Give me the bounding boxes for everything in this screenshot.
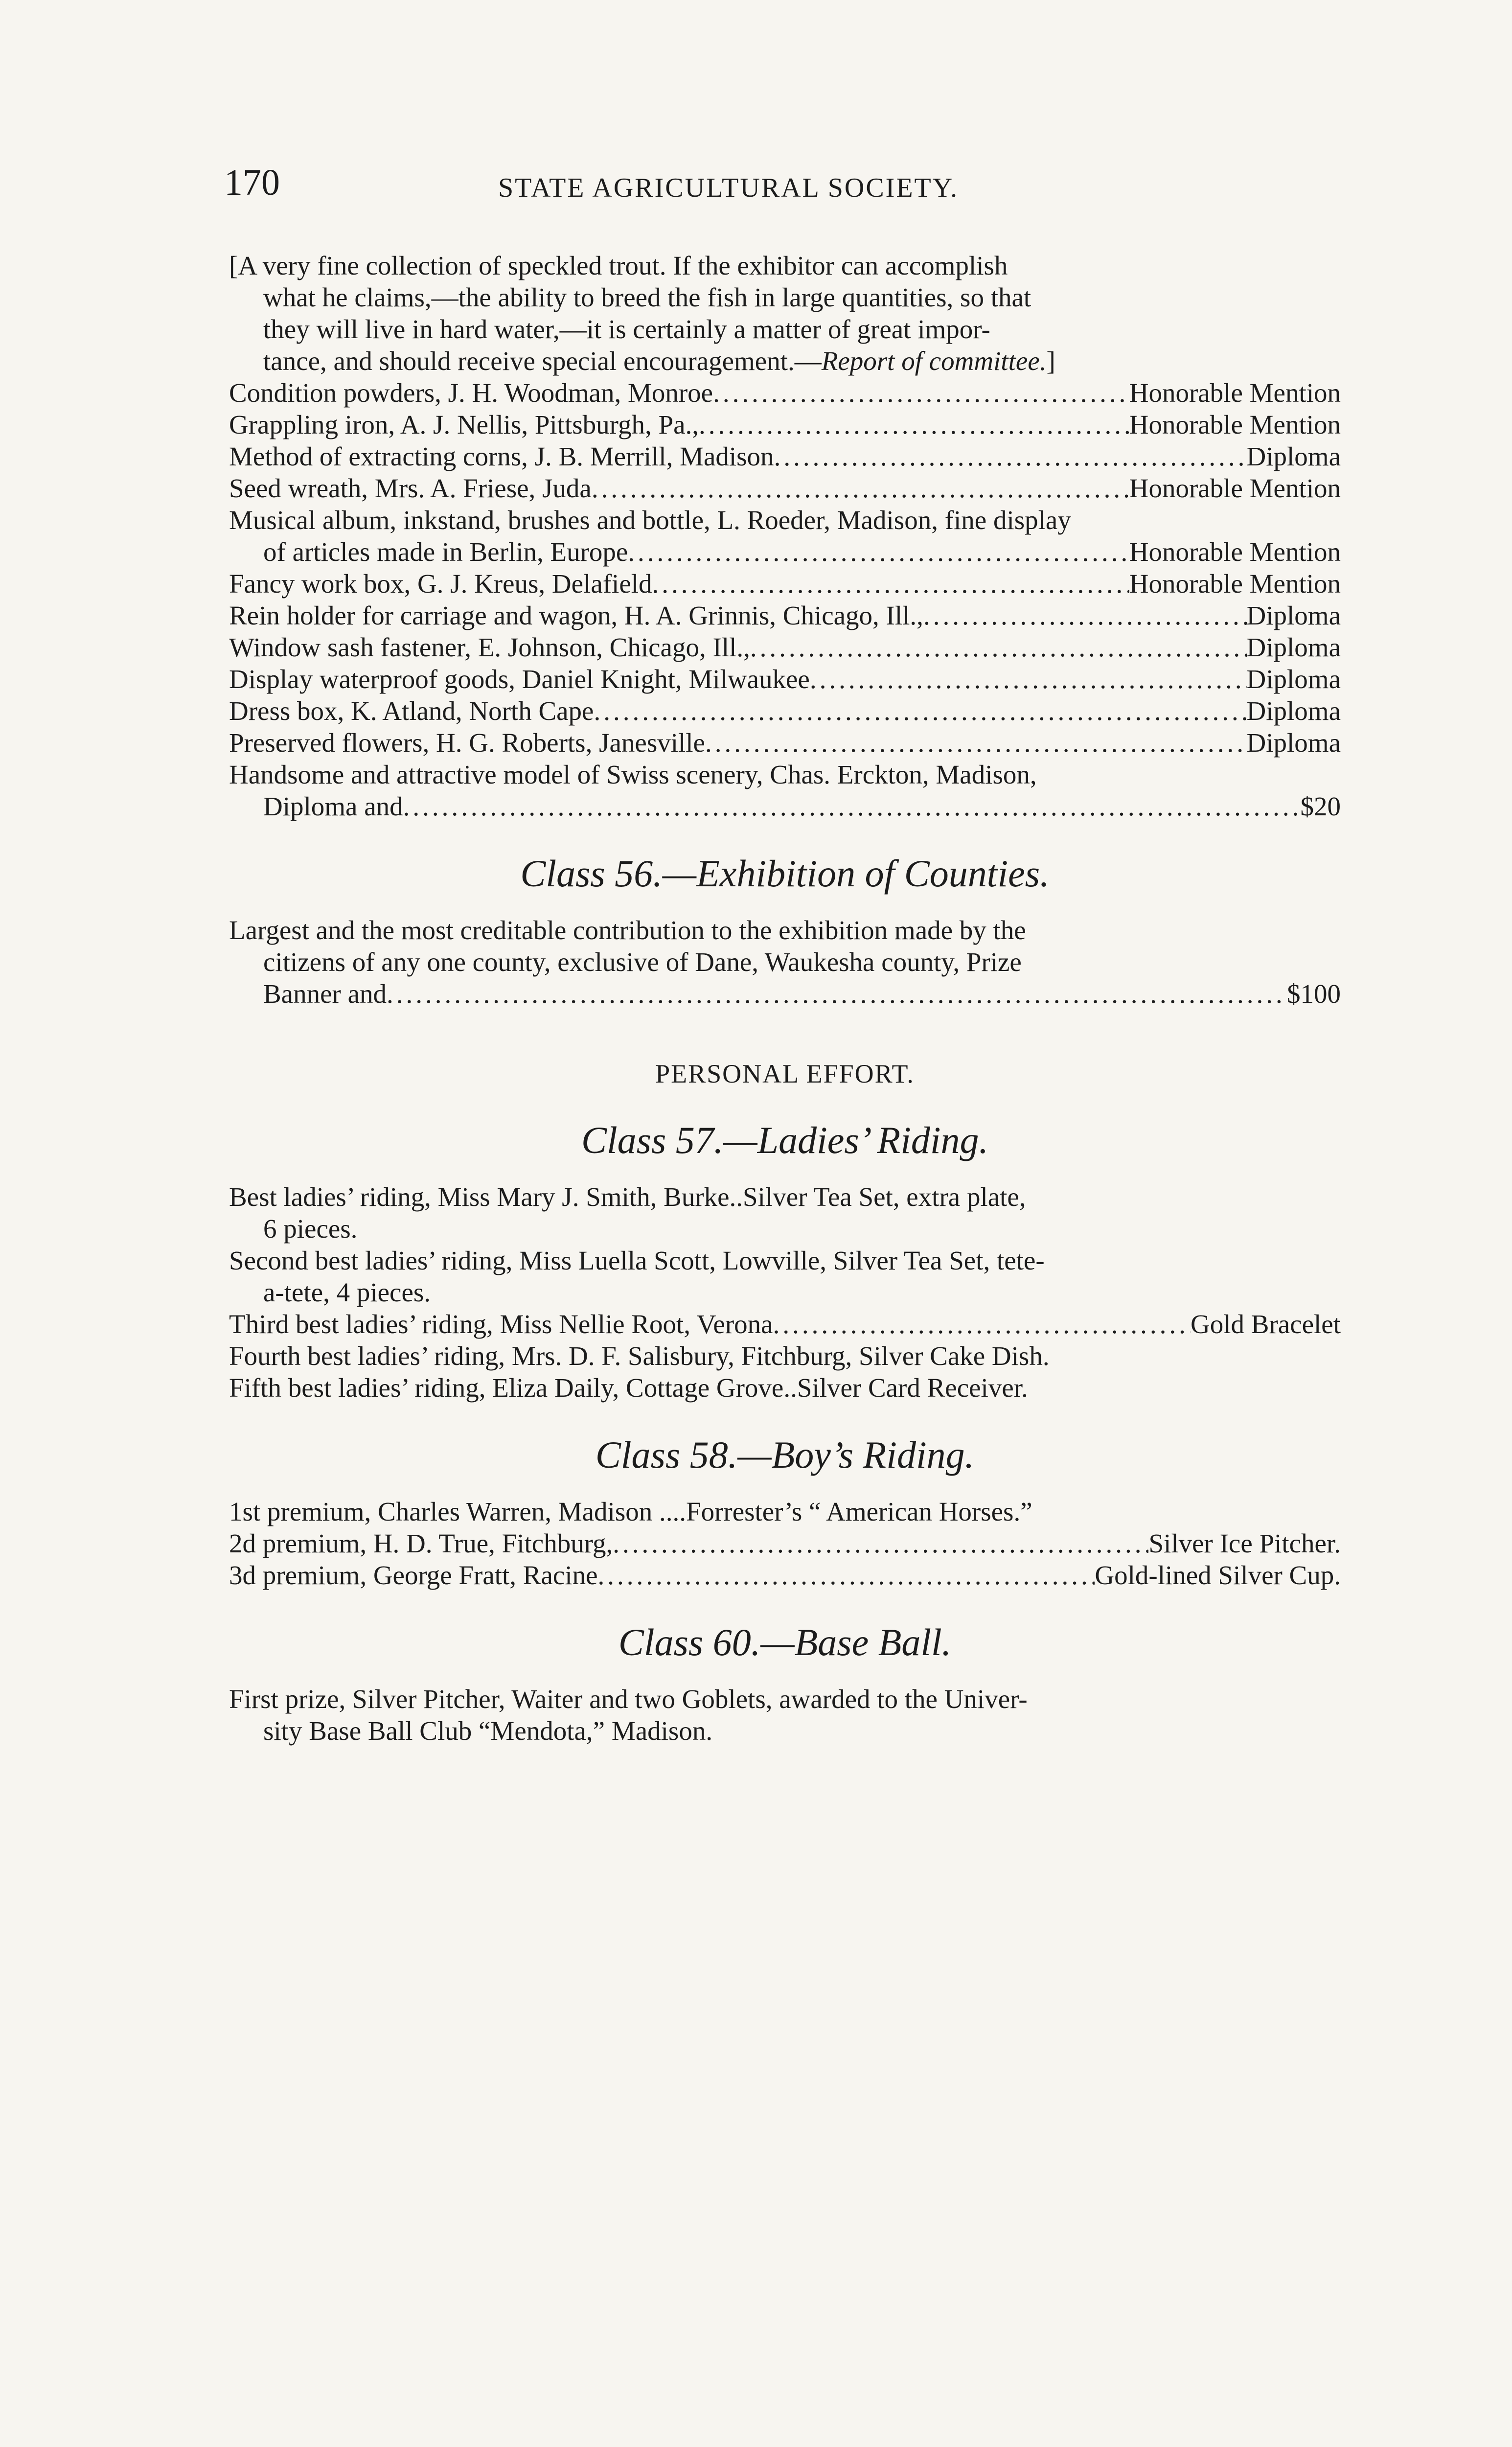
leader-dots xyxy=(923,600,1247,631)
swiss-model-line-1: Handsome and attractive model of Swiss scenery, Chas. Erckton, Madison, xyxy=(229,760,1037,789)
committee-report-citation: Report of committee. xyxy=(821,346,1047,376)
leader-dots xyxy=(774,440,1247,472)
award-text: $100 xyxy=(1287,979,1341,1009)
class-57-entry-1-line-1: Best ladies’ riding, Miss Mary J. Smith, Burke..Silver Tea Set, extra plate, xyxy=(229,1182,1026,1212)
class-57-entry-2-line-2: a-tete, 4 pieces. xyxy=(263,1277,431,1307)
award-entry xyxy=(229,978,1341,1010)
award-text: Honorable Mention xyxy=(1129,569,1341,599)
entry-text: Rein holder for carriage and wagon, H. A. Grinnis, Chicago, Ill., xyxy=(229,600,923,630)
class-57-entry-2-line-1: Second best ladies’ riding, Miss Luella Scott, Lowville, Silver Tea Set, tete- xyxy=(229,1246,1045,1275)
class-57-entry-1-line-2: 6 pieces. xyxy=(263,1214,358,1244)
award-text: Diploma xyxy=(1246,664,1341,694)
entry-text: of articles made in Berlin, Europe xyxy=(263,537,628,567)
leader-dots xyxy=(592,472,1129,504)
trout-note-line-2: what he claims,—the ability to breed the fish in large quantities, so that xyxy=(263,282,1031,312)
entry-text: Banner and xyxy=(263,979,387,1009)
award-text: Silver Ice Pitcher. xyxy=(1148,1528,1341,1558)
award-text: Diploma xyxy=(1246,632,1341,662)
award-text: Diploma xyxy=(1246,441,1341,471)
entry-text: Third best ladies’ riding, Miss Nellie Root, Verona xyxy=(229,1309,773,1339)
award-text: Honorable Mention xyxy=(1129,410,1341,439)
award-entry xyxy=(229,1559,1341,1591)
entry-text: 3d premium, George Fratt, Racine xyxy=(229,1560,598,1590)
award-entry xyxy=(229,790,1341,822)
award-entry xyxy=(229,472,1341,504)
leader-dots xyxy=(594,695,1246,727)
page-header xyxy=(224,162,1252,215)
award-text: Diploma xyxy=(1246,728,1341,758)
leader-dots xyxy=(705,727,1247,759)
award-text: Diploma xyxy=(1246,696,1341,726)
award-text: Honorable Mention xyxy=(1129,378,1341,408)
leader-dots xyxy=(628,536,1129,568)
trout-note-line-3: they will live in hard water,—it is certainly a matter of great impor- xyxy=(263,314,990,344)
trout-note-line-4 xyxy=(229,345,1341,377)
closing-bracket: ] xyxy=(1046,346,1055,376)
trout-note-text: tance, and should receive special encouragement.— xyxy=(263,346,822,376)
award-text: Gold Bracelet xyxy=(1191,1309,1341,1339)
award-entry xyxy=(229,600,1341,631)
entry-text: 2d premium, H. D. True, Fitchburg, xyxy=(229,1528,613,1558)
personal-effort-heading: PERSONAL EFFORT. xyxy=(655,1059,915,1088)
award-entry xyxy=(229,663,1341,695)
leader-dots xyxy=(773,1308,1191,1340)
entry-text: Method of extracting corns, J. B. Merrill, Madison xyxy=(229,441,774,471)
award-entry xyxy=(229,568,1341,600)
page-body xyxy=(229,250,1341,1747)
leader-dots xyxy=(750,631,1247,663)
award-text: $20 xyxy=(1300,791,1341,821)
class-56-line-2: citizens of any one county, exclusive of Dane, Waukesha county, Prize xyxy=(263,947,1022,977)
award-text: Honorable Mention xyxy=(1129,537,1341,567)
leader-dots xyxy=(613,1527,1148,1559)
leader-dots xyxy=(699,409,1129,440)
class-60-line-2: sity Base Ball Club “Mendota,” Madison. xyxy=(263,1716,713,1746)
class-58-heading: Class 58.—Boy’s Riding. xyxy=(595,1433,975,1476)
award-text: Diploma xyxy=(1246,600,1341,630)
entry-text: Seed wreath, Mrs. A. Friese, Juda xyxy=(229,473,592,503)
award-entry xyxy=(229,1308,1341,1340)
award-text: Honorable Mention xyxy=(1129,473,1341,503)
leader-dots xyxy=(810,663,1247,695)
leader-dots xyxy=(387,978,1287,1010)
musical-album-line-1: Musical album, inkstand, brushes and bottle, L. Roeder, Madison, fine display xyxy=(229,505,1071,535)
page-number: 170 xyxy=(224,162,280,203)
award-entry xyxy=(229,377,1341,409)
class-56-line-1: Largest and the most creditable contribution to the exhibition made by the xyxy=(229,915,1026,945)
class-57-entry-4: Fourth best ladies’ riding, Mrs. D. F. Salisbury, Fitchburg, Silver Cake Dish. xyxy=(229,1341,1050,1371)
class-60-line-1: First prize, Silver Pitcher, Waiter and two Goblets, awarded to the Univer- xyxy=(229,1684,1028,1714)
entry-text: Fancy work box, G. J. Kreus, Delafield xyxy=(229,569,652,599)
trout-note-line-1: [A very fine collection of speckled trout. If the exhibitor can accomplish xyxy=(229,251,1008,280)
award-entry xyxy=(229,727,1341,759)
class-57-heading: Class 57.—Ladies’ Riding. xyxy=(581,1119,989,1161)
leader-dots xyxy=(403,790,1301,822)
class-56-heading: Class 56.—Exhibition of Counties. xyxy=(520,852,1050,895)
award-entry xyxy=(229,536,1341,568)
leader-dots xyxy=(652,568,1129,600)
running-title: STATE AGRICULTURAL SOCIETY. xyxy=(498,173,959,203)
leader-dots xyxy=(598,1559,1095,1591)
entry-text: Dress box, K. Atland, North Cape xyxy=(229,696,594,726)
entry-text: Grappling iron, A. J. Nellis, Pittsburgh, Pa., xyxy=(229,410,699,439)
class-57-entry-5: Fifth best ladies’ riding, Eliza Daily, Cottage Grove..Silver Card Receiver. xyxy=(229,1373,1028,1403)
entry-text: Display waterproof goods, Daniel Knight, Milwaukee xyxy=(229,664,810,694)
class-60-heading: Class 60.—Base Ball. xyxy=(618,1621,952,1663)
award-entry xyxy=(229,631,1341,663)
entry-text: Condition powders, J. H. Woodman, Monroe xyxy=(229,378,713,408)
entry-text: Window sash fastener, E. Johnson, Chicago, Ill., xyxy=(229,632,750,662)
class-58-entry-1: 1st premium, Charles Warren, Madison ....Forrester’s “ American Horses.” xyxy=(229,1497,1032,1526)
award-entry xyxy=(229,1527,1341,1559)
award-entry xyxy=(229,409,1341,440)
award-entry xyxy=(229,695,1341,727)
entry-text: Preserved flowers, H. G. Roberts, Janesville xyxy=(229,728,705,758)
award-text: Gold-lined Silver Cup. xyxy=(1095,1560,1341,1590)
entry-text: Diploma and xyxy=(263,791,403,821)
leader-dots xyxy=(713,377,1129,409)
award-entry xyxy=(229,440,1341,472)
